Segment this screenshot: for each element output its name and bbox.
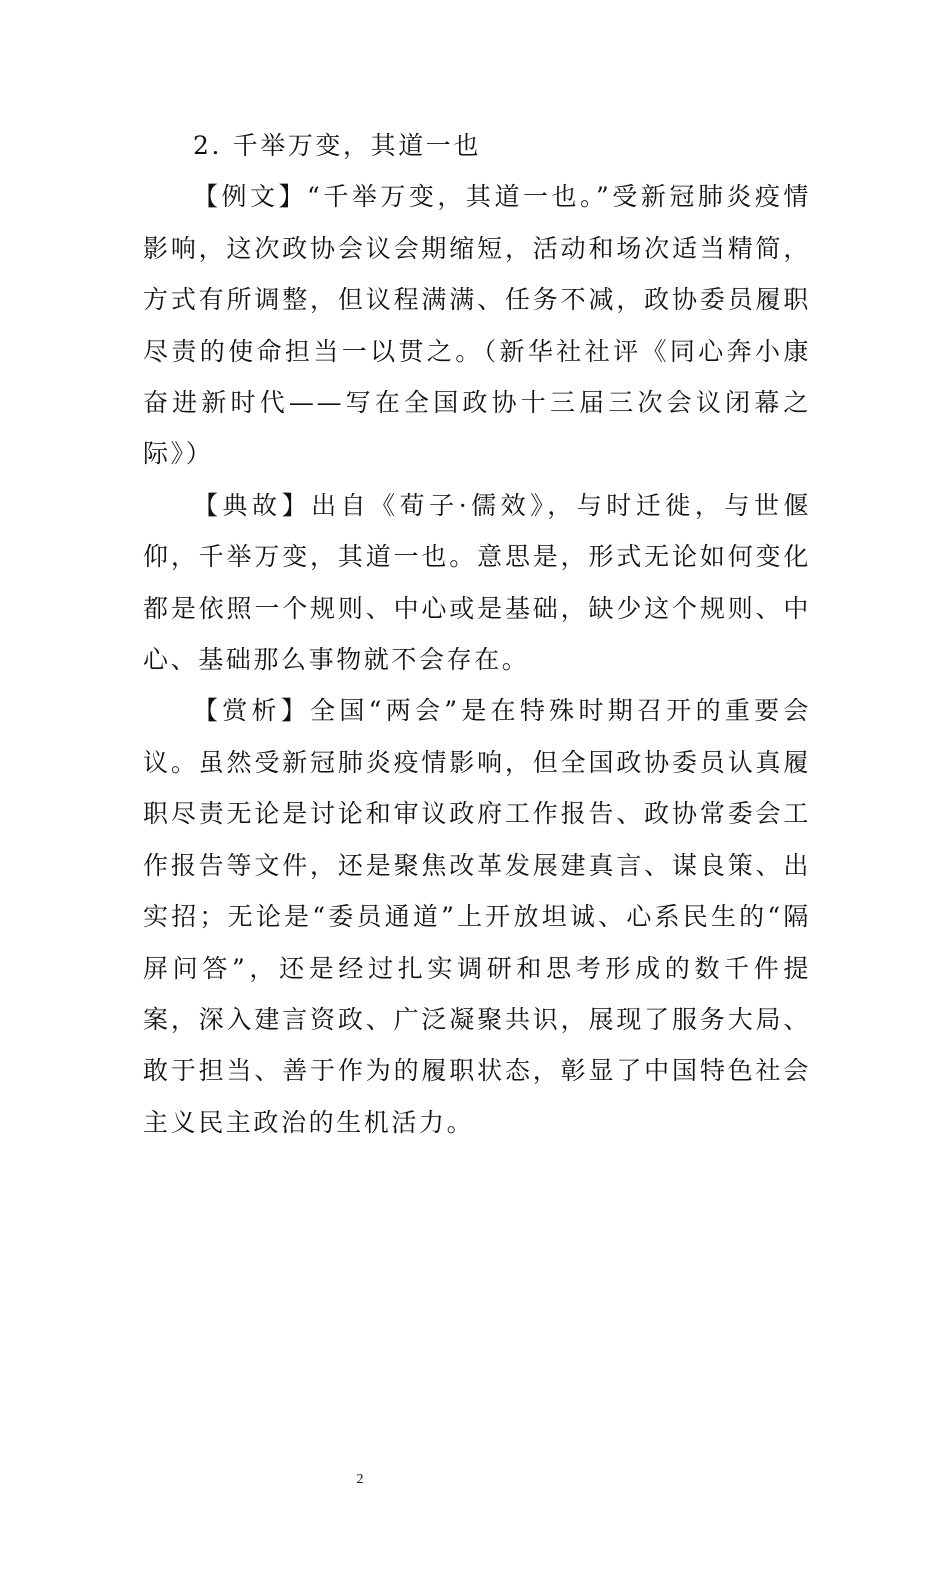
paragraph-analysis: 【赏析】全国“两会”是在特殊时期召开的重要会议。虽然受新冠肺炎疫情影响，但全国政协委员认真履职尽责无论是讨论和审议政府工作报告、政协常委会工作报告等文件，还是聚焦改革发展建真言、谋良策、出实招；无论是“委员通道”上开放坦诚、心系民生的“隔屏问答”，还是经过扎实调研和思考形成的数千件提案，深入建言资政、广泛凝聚共识，展现了服务大局、敢于担当、善于作为的履职状态，彰显了中国特色社会主义民主政治的生机活力。 — [143, 696, 811, 1137]
page-number: 2 — [356, 1472, 364, 1487]
paragraph-allusion: 【典故】出自《荀子·儒效》，与时迁徙，与世偃仰，千举万变，其道一也。意思是，形式无论如何变化都是依照一个规则、中心或是基础，缺少这个规则、中心、基础那么事物就不会存在。 — [143, 490, 811, 675]
section-heading: 2. 千举万变，其道一也 — [193, 131, 482, 160]
document-body — [143, 120, 811, 1148]
paragraph-example: 【例文】“千举万变，其道一也。”受新冠肺炎疫情影响，这次政协会议会期缩短，活动和场次适当精简，方式有所调整，但议程满满、任务不减，政协委员履职尽责的使命担当一以贯之。（新华社社评《同心奔小康 奋进新时代——写在全国政协十三届三次会议闭幕之际》） — [143, 182, 811, 469]
